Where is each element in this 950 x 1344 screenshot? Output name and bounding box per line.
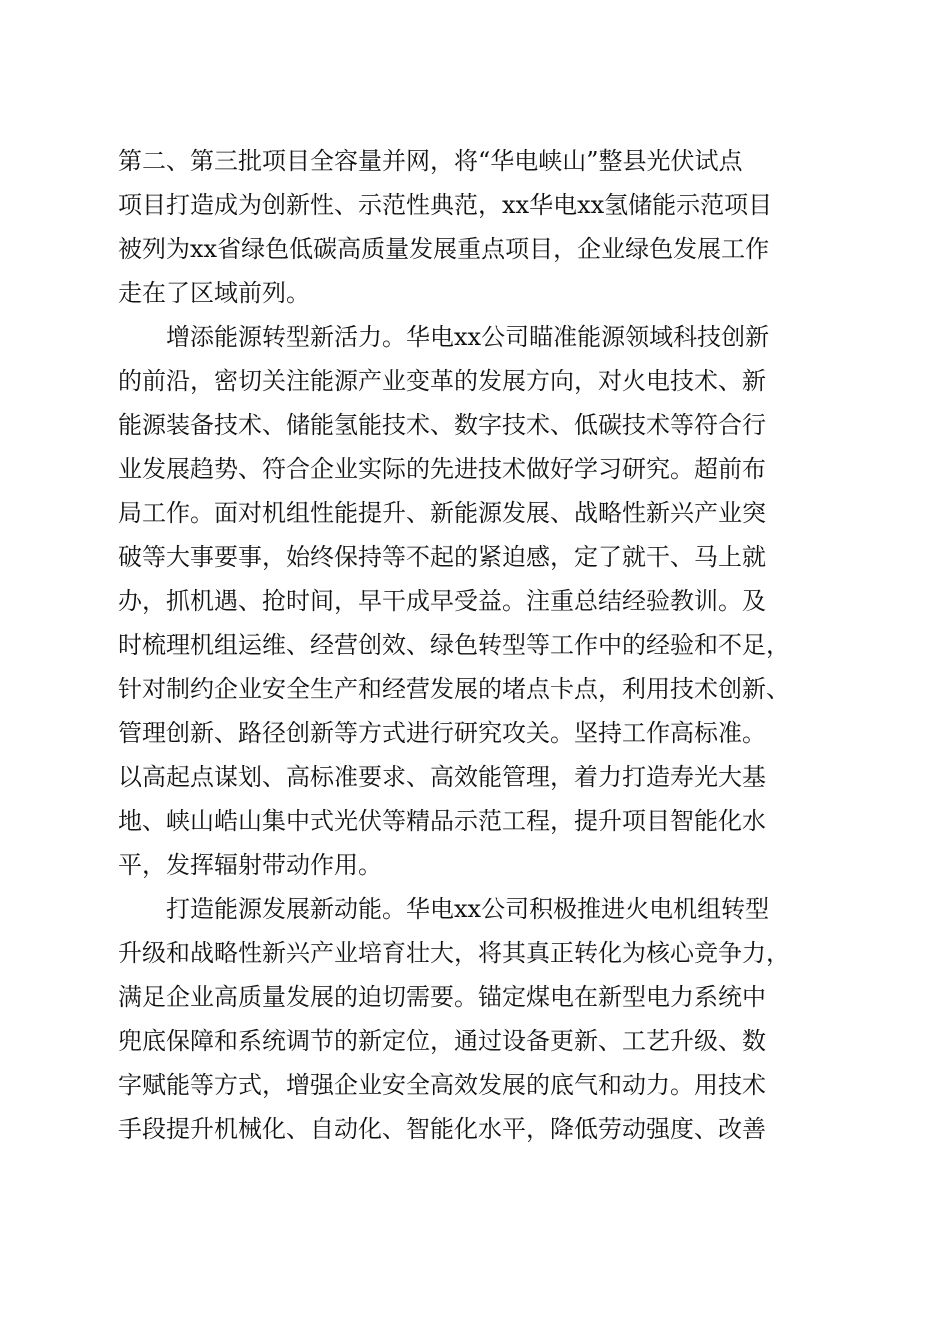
text-line: 被列为xx省绿色低碳高质量发展重点项目，企业绿色发展工作 <box>118 235 770 263</box>
text-line: 业发展趋势、符合企业实际的先进技术做好学习研究。超前布 <box>118 455 766 483</box>
text-line: 的前沿，密切关注能源产业变革的发展方向，对火电技术、新 <box>118 367 766 395</box>
text-line: 升级和战略性新兴产业培育壮大，将其真正转化为核心竞争力， <box>118 939 790 967</box>
text-line: 破等大事要事，始终保持等不起的紧迫感，定了就干、马上就 <box>118 543 766 571</box>
text-line: 满足企业高质量发展的迫切需要。锚定煤电在新型电力系统中 <box>118 983 766 1011</box>
text-line: 以高起点谋划、高标准要求、高效能管理，着力打造寿光大基 <box>118 763 766 791</box>
paragraph-heading-line: 增添能源转型新活力。华电xx公司瞄准能源领域科技创新 <box>166 323 770 351</box>
text-line: 局工作。面对机组性能提升、新能源发展、战略性新兴产业突 <box>118 499 766 527</box>
text-line: 手段提升机械化、自动化、智能化水平，降低劳动强度、改善 <box>118 1115 766 1143</box>
text-line: 办，抓机遇、抢时间，早干成早受益。注重总结经验教训。及 <box>118 587 766 615</box>
text-line: 走在了区域前列。 <box>118 279 310 307</box>
text-line: 管理创新、路径创新等方式进行研究攻关。坚持工作高标准。 <box>118 719 766 747</box>
paragraph-heading-line: 打造能源发展新动能。华电xx公司积极推进火电机组转型 <box>166 895 770 923</box>
text-line: 平，发挥辐射带动作用。 <box>118 851 382 879</box>
text-line: 项目打造成为创新性、示范性典范，xx华电xx氢储能示范项目 <box>118 191 773 219</box>
text-line: 时梳理机组运维、经营创效、绿色转型等工作中的经验和不足， <box>118 631 790 659</box>
text-line: 兜底保障和系统调节的新定位，通过设备更新、工艺升级、数 <box>118 1027 766 1055</box>
text-line: 针对制约企业安全生产和经营发展的堵点卡点，利用技术创新、 <box>118 675 790 703</box>
text-line: 地、峡山峼山集中式光伏等精品示范工程，提升项目智能化水 <box>118 807 766 835</box>
text-line: 能源装备技术、储能氢能技术、数字技术、低碳技术等符合行 <box>118 411 766 439</box>
text-line: 字赋能等方式，增强企业安全高效发展的底气和动力。用技术 <box>118 1071 766 1099</box>
text-line: 第二、第三批项目全容量并网，将“华电峡山”整县光伏试点 <box>118 147 743 175</box>
